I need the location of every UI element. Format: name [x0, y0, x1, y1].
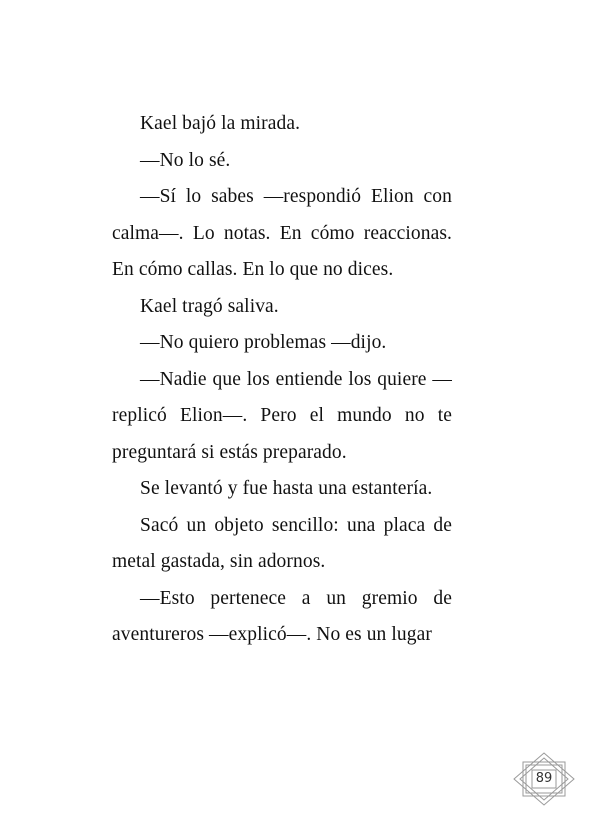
paragraph-6: —Nadie que los entiende los quiere —replicó Elion—. Pero el mundo no te preguntará si estás preparado. [112, 368, 452, 463]
paragraph-9: —Esto pertenece a un gremio de aventureros —explicó—. No es un lugar [112, 587, 452, 645]
paragraph-2: —No lo sé. [140, 149, 231, 171]
paragraph-1: Kael bajó la mirada. [140, 113, 301, 134]
page-number: 89 [535, 771, 553, 786]
page-number-ornament [513, 752, 575, 806]
paragraph-8: Sacó un objeto sencillo: una placa de metal gastada, sin adornos. [112, 514, 452, 572]
body-text [112, 106, 452, 654]
paragraph-7: Se levantó y fue hasta una estantería. [140, 478, 433, 499]
paragraph-4: Kael tragó saliva. [140, 295, 279, 317]
paragraph-5: —No quiero problemas —dijo. [140, 332, 387, 353]
paragraph-3: —Sí lo sabes —respondió Elion con calma—. Lo notas. En cómo reaccionas. En cómo callas. En lo que no dices. [112, 186, 452, 280]
